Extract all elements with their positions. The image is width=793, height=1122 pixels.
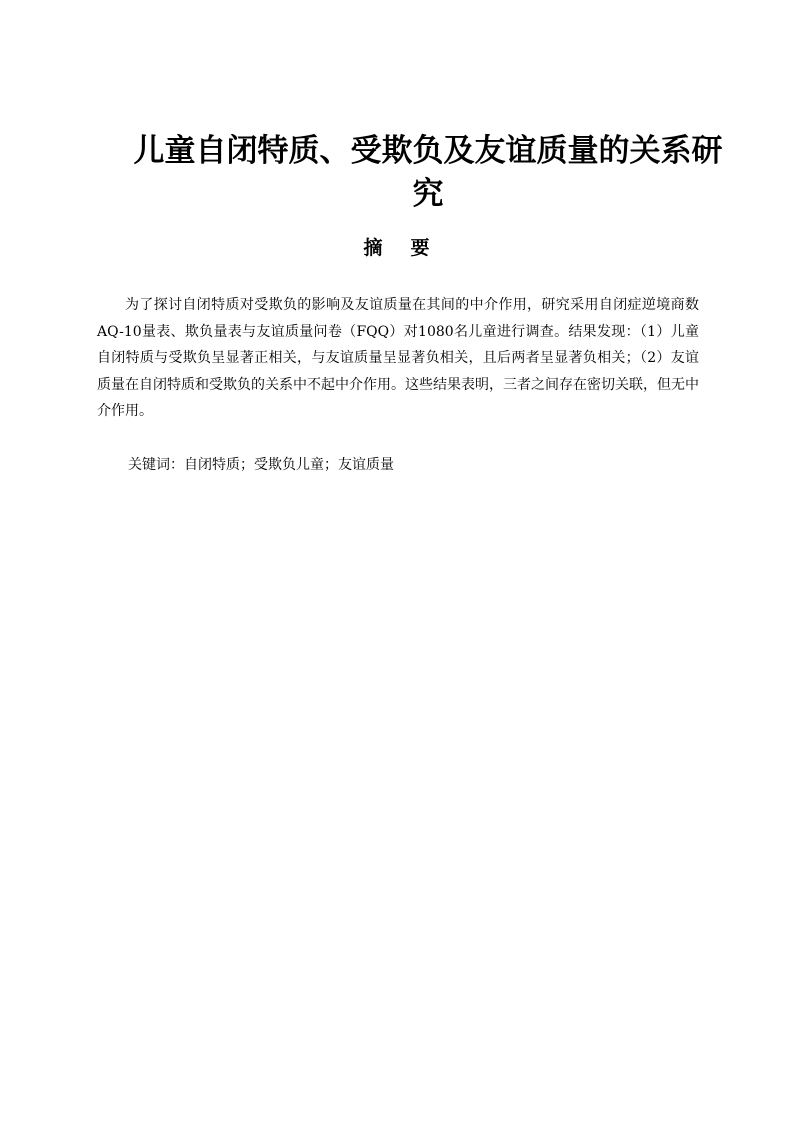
keywords-line (128, 453, 708, 477)
abstract-body: 为了探讨自闭特质对受欺负的影响及友谊质量在其间的中介作用，研究采用自闭症逆境商数AQ-10量表、欺负量表与友谊质量问卷（FQQ）对1080名儿童进行调查。结果发现：（1）儿童自闭特质与受欺负呈显著正相关，与友谊质量呈显著负相关，且后两者呈显著负相关；（2）友谊质量在自闭特质和受欺负的关系中不起中介作用。这些结果表明，三者之间存在密切关联，但无中介作用。 (97, 297, 699, 419)
keywords-label: 关键词： (128, 457, 184, 473)
document-title: 儿童自闭特质、受欺负及友谊质量的关系研究 (133, 133, 723, 212)
abstract-heading: 摘要 (363, 237, 458, 259)
keywords-list: 自闭特质；受欺负儿童；友谊质量 (184, 457, 394, 473)
